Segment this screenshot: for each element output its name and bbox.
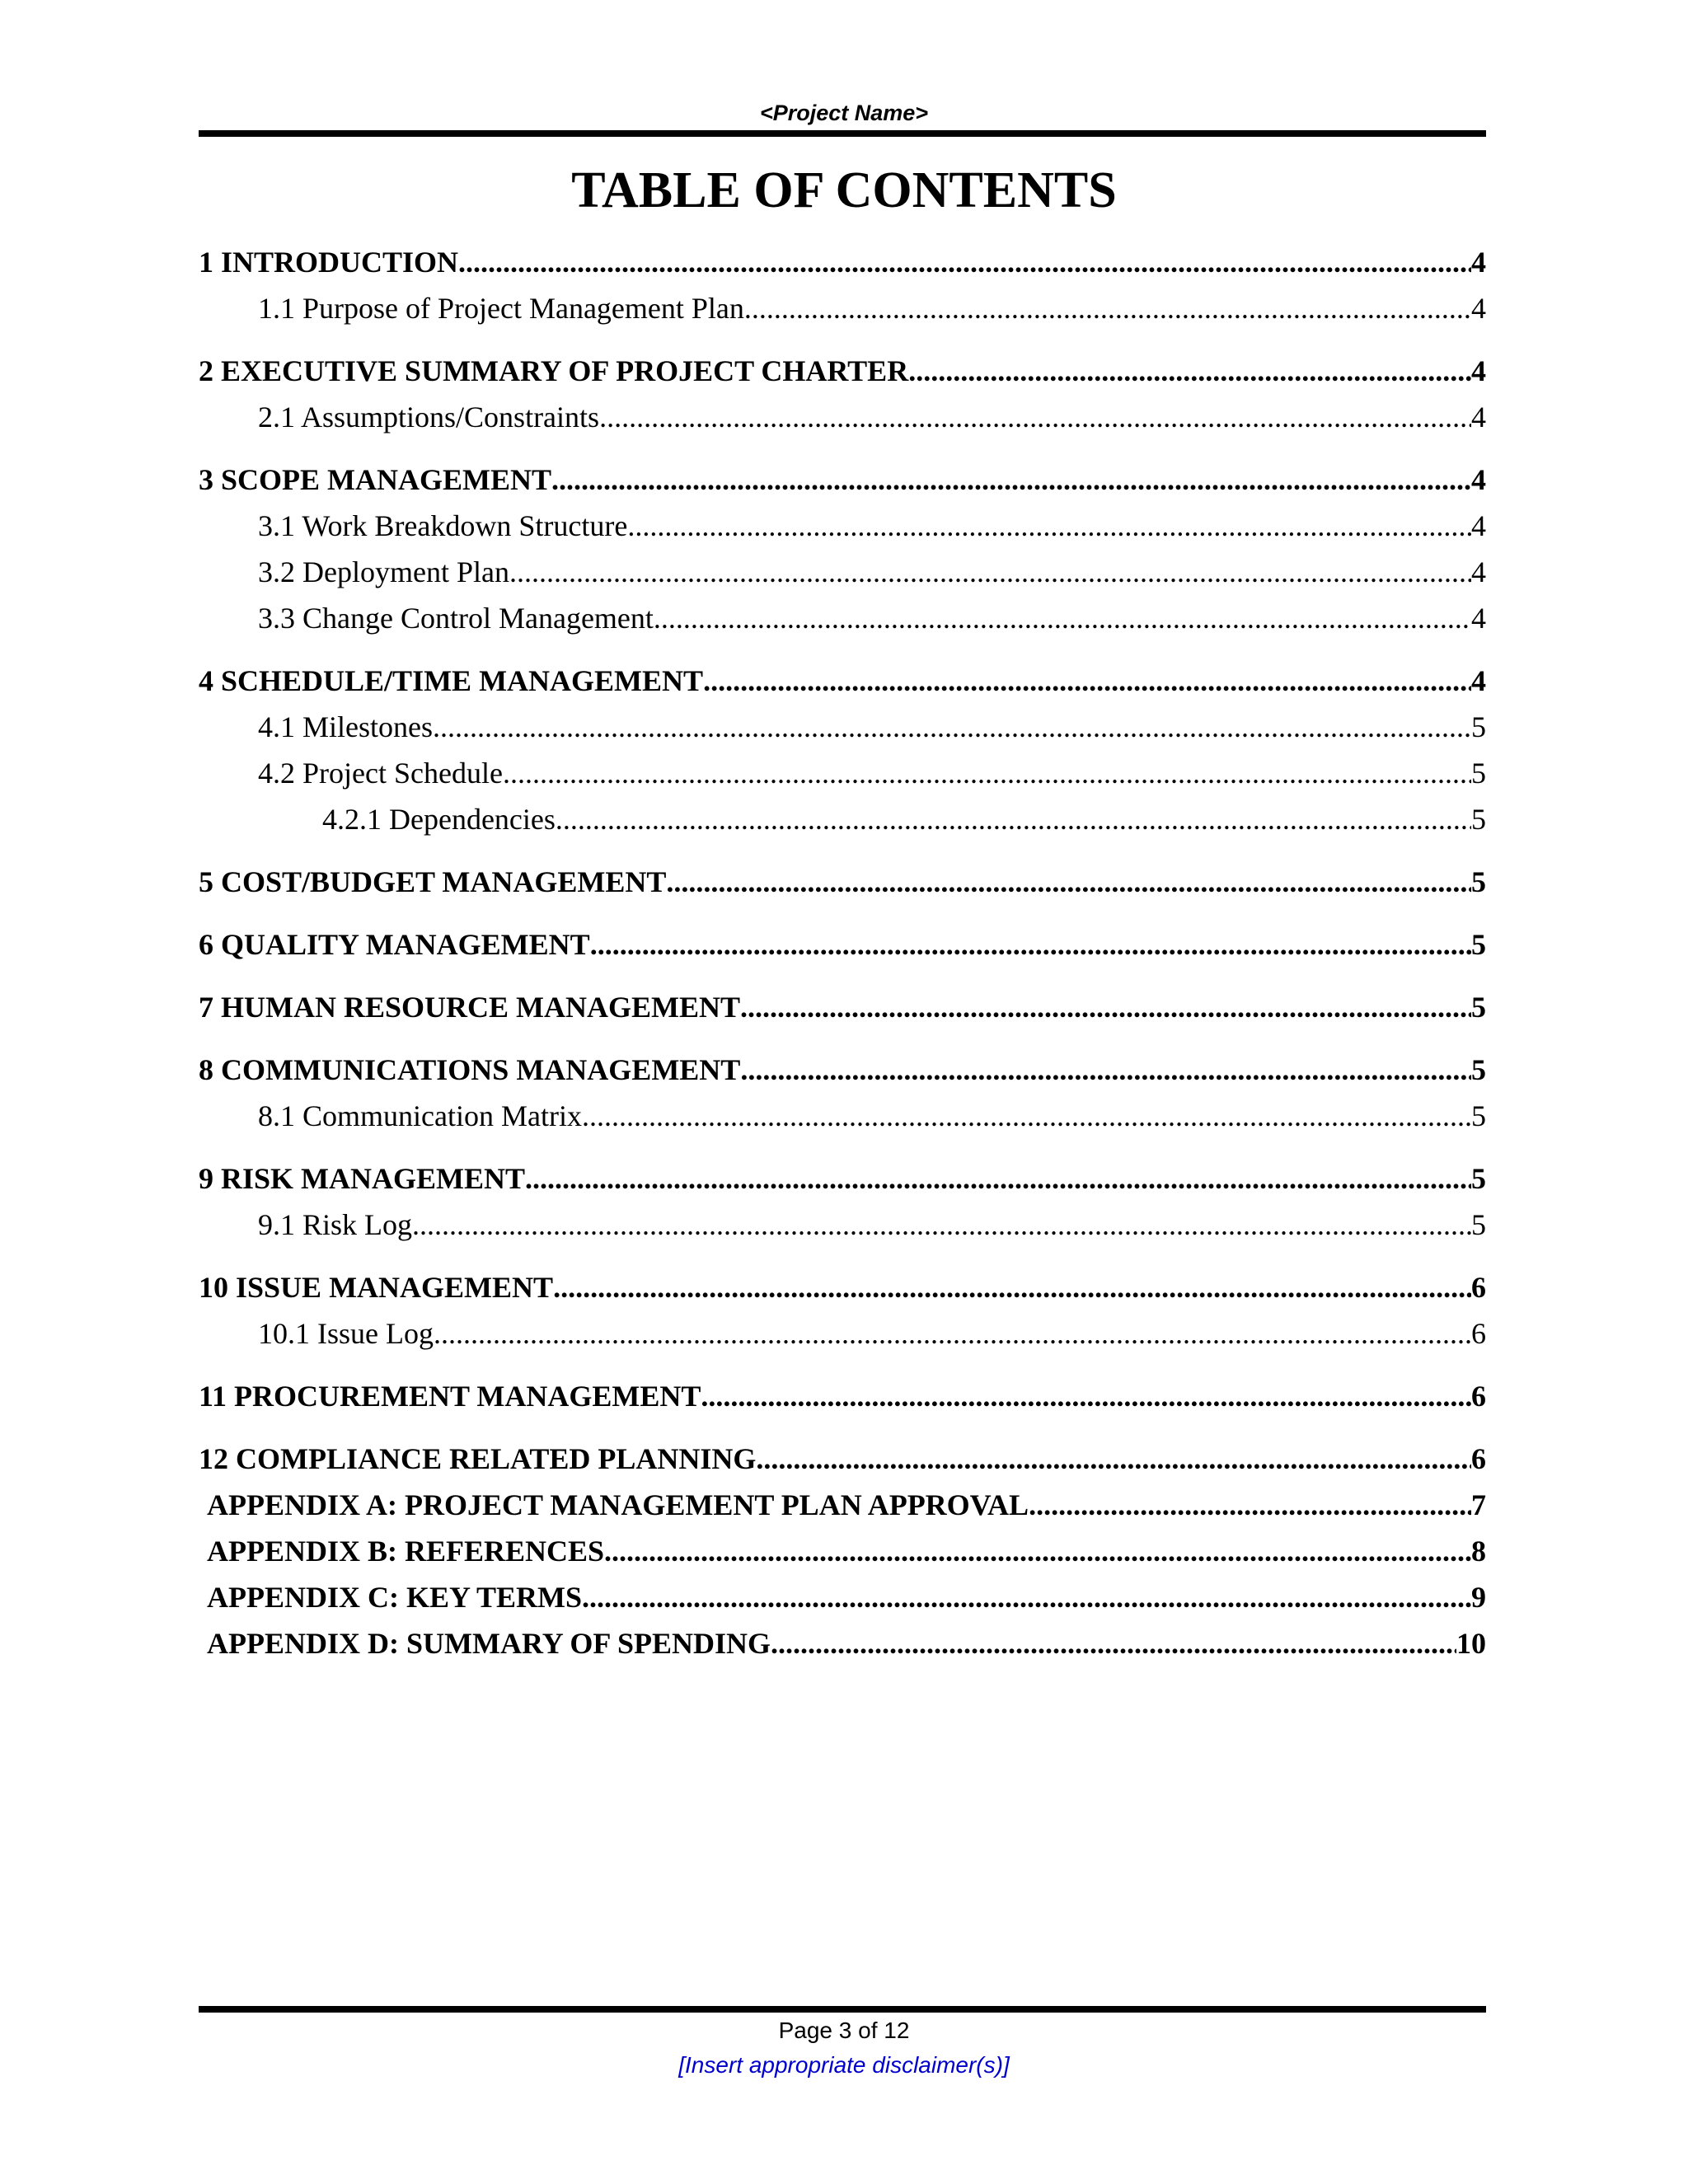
disclaimer-text: [Insert appropriate disclaimer(s)]: [678, 2052, 1010, 2078]
toc-entry[interactable]: [199, 1574, 1486, 1620]
toc-entry[interactable]: [199, 348, 1486, 394]
toc-dot-leader: [509, 549, 1471, 595]
toc-entry-page: 4: [1471, 463, 1486, 496]
header-rule: [199, 130, 1486, 137]
toc-dot-leader: [627, 503, 1471, 549]
toc-entry-label: 5 COST/BUDGET MANAGEMENT: [199, 865, 667, 898]
toc-entry-page: 5: [1471, 1053, 1486, 1086]
toc-entry-label: 8.1 Communication Matrix: [258, 1099, 582, 1132]
toc-entry-page: 5: [1471, 1099, 1486, 1132]
toc-entry-label: 9.1 Risk Log: [258, 1208, 413, 1241]
toc-entry-page: 5: [1471, 991, 1486, 1024]
toc-entry-label: 3.3 Change Control Management: [258, 602, 654, 635]
toc-entry-page: 5: [1471, 928, 1486, 961]
toc-entry[interactable]: [199, 239, 1486, 285]
toc-dot-leader: [556, 796, 1471, 842]
toc-dot-leader: [433, 704, 1471, 750]
toc-dot-leader: [503, 750, 1471, 796]
toc-entry[interactable]: [199, 984, 1486, 1030]
toc-entry-page: 4: [1471, 555, 1486, 588]
toc-entry-label: 9 RISK MANAGEMENT: [199, 1162, 526, 1195]
toc-entry[interactable]: [199, 1093, 1486, 1139]
toc-dot-leader: [756, 1436, 1471, 1482]
toc-dot-leader: [458, 239, 1471, 285]
toc-entry-page: 4: [1471, 292, 1486, 325]
toc-entry-label: 3 SCOPE MANAGEMENT: [199, 463, 552, 496]
toc-entry-page: 6: [1471, 1317, 1486, 1350]
toc-entry-page: 4: [1471, 664, 1486, 697]
toc-dot-leader: [1029, 1482, 1471, 1528]
toc-entry-label: APPENDIX D: SUMMARY OF SPENDING: [207, 1627, 771, 1660]
toc-entry-label: 4.2.1 Dependencies: [322, 803, 556, 836]
toc-dot-leader: [908, 348, 1471, 394]
toc-dot-leader: [412, 1202, 1471, 1248]
toc-entry-page: 6: [1471, 1442, 1486, 1475]
toc-entry-page: 5: [1471, 803, 1486, 836]
toc-entry[interactable]: [199, 1264, 1486, 1310]
toc-entry-page: 5: [1471, 865, 1486, 898]
toc-entry-page: 7: [1471, 1488, 1486, 1521]
toc-dot-leader: [582, 1574, 1471, 1620]
toc-entry[interactable]: [199, 1310, 1486, 1357]
toc-dot-leader: [525, 1155, 1471, 1202]
toc-dot-leader: [582, 1093, 1471, 1139]
toc-entry[interactable]: [199, 921, 1486, 968]
toc-dot-leader: [701, 1373, 1471, 1419]
toc-entry-page: 4: [1471, 509, 1486, 542]
toc-entry-label: 4.1 Milestones: [258, 710, 433, 743]
project-name-header: <Project Name>: [759, 101, 929, 125]
toc-dot-leader: [551, 457, 1471, 503]
toc-entry-label: 3.2 Deployment Plan: [258, 555, 509, 588]
toc-entry-label: 1.1 Purpose of Project Management Plan: [258, 292, 744, 325]
toc-entry[interactable]: [199, 457, 1486, 503]
toc-entry-page: 4: [1471, 246, 1486, 279]
toc-title: TABLE OF CONTENTS: [571, 162, 1117, 218]
toc-entry-page: 4: [1471, 401, 1486, 434]
toc-entry[interactable]: [199, 549, 1486, 595]
toc-dot-leader: [654, 595, 1471, 641]
toc-entry[interactable]: [199, 859, 1486, 905]
toc-dot-leader: [666, 859, 1471, 905]
toc-dot-leader: [740, 984, 1471, 1030]
toc-dot-leader: [740, 1047, 1471, 1093]
toc-entry[interactable]: [199, 704, 1486, 750]
toc-entry-page: 5: [1471, 1162, 1486, 1195]
toc-entry[interactable]: [199, 1436, 1486, 1482]
toc-entry[interactable]: [199, 796, 1486, 842]
toc-dot-leader: [590, 921, 1471, 968]
toc-entry[interactable]: [199, 1620, 1486, 1666]
toc-entry-label: 6 QUALITY MANAGEMENT: [199, 928, 590, 961]
toc-entry-label: 10.1 Issue Log: [258, 1317, 434, 1350]
toc-entry-label: 2 EXECUTIVE SUMMARY OF PROJECT CHARTER: [199, 354, 909, 387]
toc-entry-label: 8 COMMUNICATIONS MANAGEMENT: [199, 1053, 741, 1086]
toc-entry-page: 5: [1471, 757, 1486, 790]
toc-dot-leader: [771, 1620, 1456, 1666]
toc-entry[interactable]: [199, 503, 1486, 549]
toc-entry-label: 11 PROCUREMENT MANAGEMENT: [199, 1380, 701, 1413]
toc-entry-page: 10: [1456, 1627, 1486, 1660]
toc-entry-label: APPENDIX A: PROJECT MANAGEMENT PLAN APPROVAL: [207, 1488, 1029, 1521]
toc-entry-label: 12 COMPLIANCE RELATED PLANNING: [199, 1442, 757, 1475]
toc-entry-label: 10 ISSUE MANAGEMENT: [199, 1271, 554, 1304]
toc-entry-label: APPENDIX B: REFERENCES: [207, 1535, 605, 1568]
toc-dot-leader: [553, 1264, 1471, 1310]
toc-entry[interactable]: [199, 750, 1486, 796]
toc-entry-page: 6: [1471, 1380, 1486, 1413]
toc-entry[interactable]: [199, 1155, 1486, 1202]
toc-entry-page: 5: [1471, 1208, 1486, 1241]
toc-entry-label: 3.1 Work Breakdown Structure: [258, 509, 628, 542]
toc-entry-page: 5: [1471, 710, 1486, 743]
toc-dot-leader: [599, 394, 1471, 440]
page-number: Page 3 of 12: [778, 2018, 910, 2043]
toc-entry[interactable]: [199, 595, 1486, 641]
toc-entry[interactable]: [199, 1528, 1486, 1574]
toc-entry-label: APPENDIX C: KEY TERMS: [207, 1581, 583, 1614]
toc-dot-leader: [703, 658, 1471, 704]
toc-entry-page: 9: [1471, 1581, 1486, 1614]
toc-entry[interactable]: [199, 1202, 1486, 1248]
toc-entry[interactable]: [199, 394, 1486, 440]
toc-entry-page: 6: [1471, 1271, 1486, 1304]
toc-dot-leader: [744, 285, 1471, 331]
toc-entry-page: 4: [1471, 602, 1486, 635]
toc-entry-label: 7 HUMAN RESOURCE MANAGEMENT: [199, 991, 740, 1024]
toc-entry[interactable]: [199, 1047, 1486, 1093]
toc-entry-label: 1 INTRODUCTION: [199, 246, 459, 279]
toc-entry-label: 2.1 Assumptions/Constraints: [258, 401, 600, 434]
toc-entry-page: 8: [1471, 1535, 1486, 1568]
toc-dot-leader: [604, 1528, 1471, 1574]
toc-dot-leader: [434, 1310, 1471, 1357]
toc-entry-label: 4 SCHEDULE/TIME MANAGEMENT: [199, 664, 704, 697]
table-of-contents: [199, 239, 1486, 1666]
toc-entry[interactable]: [199, 1373, 1486, 1419]
toc-entry-label: 4.2 Project Schedule: [258, 757, 503, 790]
toc-entry[interactable]: [199, 1482, 1486, 1528]
toc-entry[interactable]: [199, 285, 1486, 331]
toc-entry-page: 4: [1471, 354, 1486, 387]
toc-entry[interactable]: [199, 658, 1486, 704]
